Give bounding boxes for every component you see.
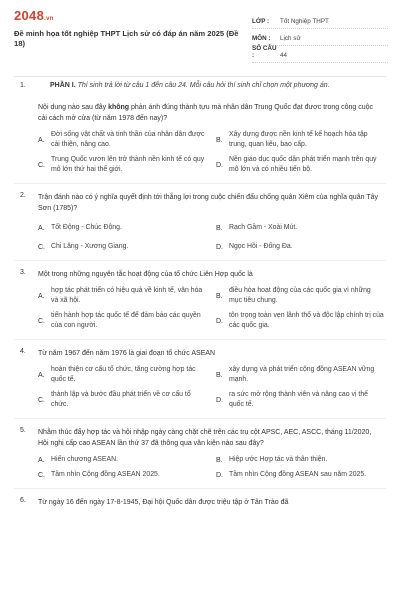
question-text: Một trong những nguyên tắc hoạt động của tổ chức Liên Hợp quốc là (38, 271, 253, 278)
option-c[interactable] (38, 470, 206, 480)
question-number: 6. (20, 497, 26, 504)
meta-value: 44 (280, 52, 288, 59)
option-c[interactable] (38, 311, 206, 331)
options (38, 130, 384, 175)
option-b[interactable] (216, 223, 384, 233)
option-text: Hiến chương ASEAN. (51, 456, 118, 463)
question-divider (14, 488, 386, 489)
question-divider (14, 339, 386, 340)
option-d[interactable] (216, 390, 384, 410)
part-heading (14, 82, 400, 96)
logo-tld: .vn (44, 16, 54, 22)
question-number: 3. (20, 269, 26, 276)
option-text: Xây dựng được nền kinh tế kế hoạch hóa tập trung, quan liêu, bao cấp. (229, 131, 368, 148)
option-d[interactable] (216, 470, 384, 480)
question-number: 4. (20, 348, 26, 355)
meta-value: Lịch sử (280, 35, 301, 42)
option-text: Tầm nhìn Cộng đồng ASEAN sau năm 2025. (229, 471, 367, 478)
option-letter: D. (216, 396, 223, 404)
question-3 (14, 269, 386, 331)
question-text-part: Nội dung nào sau đây (38, 104, 109, 111)
exam-meta (252, 12, 388, 63)
option-letter: C. (38, 243, 45, 251)
option-text: Đời sống vật chất và tinh thần của nhân dân được cải thiện, nâng cao. (51, 131, 205, 148)
option-letter: B. (216, 224, 223, 232)
option-c[interactable] (38, 242, 206, 252)
option-text: Chi Lăng - Xương Giang. (51, 243, 129, 250)
header-divider (14, 76, 386, 77)
option-d[interactable] (216, 155, 384, 175)
part-name: PHẦN I. (50, 82, 76, 89)
option-text: tiến hành hợp tác quốc tế để đảm bảo các quyền của con người. (51, 312, 201, 329)
option-d[interactable] (216, 242, 384, 252)
question-text: Từ ngày 16 đến ngày 17-8-1945, Đại hội Quốc dân được triệu tập ở Tân Trào đã (38, 499, 289, 506)
question-text: Trận đánh nào có ý nghĩa quyết định tới thắng lợi trong cuộc chiến đấu chống quân Xiêm của nghĩa quân Tây Sơn (1785)? (38, 194, 378, 212)
question-list (0, 82, 400, 508)
option-text: Rạch Gầm - Xoài Mút. (229, 224, 298, 231)
option-b[interactable] (216, 365, 384, 385)
option-letter: A. (38, 456, 45, 464)
option-b[interactable] (216, 286, 384, 306)
question-6 (14, 497, 386, 508)
option-text: Tốt Động - Chúc Động. (51, 224, 122, 231)
document-title: Đề minh họa tốt nghiệp THPT Lịch sử có đáp án năm 2025 (Đề 18) (14, 29, 239, 48)
option-text: Ngọc Hồi - Đống Đa. (229, 243, 293, 250)
question-4 (14, 348, 386, 410)
part-number: 1. (20, 82, 26, 89)
option-a[interactable] (38, 130, 206, 150)
meta-label: SỐ CÂU : (252, 45, 277, 59)
options (38, 286, 384, 331)
option-c[interactable] (38, 390, 206, 410)
option-text: ra sức mở rộng thành viên và nâng cao vị thế quốc tế. (229, 391, 368, 408)
option-letter: D. (216, 317, 223, 325)
option-b[interactable] (216, 455, 384, 465)
option-a[interactable] (38, 455, 206, 465)
site-logo[interactable] (14, 8, 54, 23)
option-letter: A. (38, 224, 45, 232)
option-letter: D. (216, 471, 223, 479)
question-text: Nhằm thúc đẩy hợp tác và hội nhập ngày càng chặt chẽ trên các trụ cột APSC, AEC, ASCC, tháng 11/2020, Hội nghị cấp cao ASEAN lần thứ 37 đã thông qua văn kiện nào sau đây? (38, 429, 372, 447)
question-text: Từ năm 1967 đến năm 1976 là giai đoạn tổ chức ASEAN (38, 350, 216, 357)
meta-row-count (252, 46, 388, 63)
part-instruction: Thí sinh trả lời từ câu 1 đến câu 24. Mỗi câu hỏi thí sinh chỉ chọn một phương án. (77, 82, 330, 89)
meta-value: Tốt Nghiệp THPT (280, 18, 329, 25)
options (38, 365, 384, 410)
option-text: Hiệp ước Hợp tác và thân thiện. (229, 456, 328, 463)
option-b[interactable] (216, 130, 384, 150)
option-letter: A. (38, 136, 45, 144)
option-a[interactable] (38, 365, 206, 385)
option-letter: D. (216, 243, 223, 251)
option-letter: A. (38, 371, 45, 379)
option-text: xây dựng và phát triển cộng đồng ASEAN vững mạnh. (229, 366, 375, 383)
option-letter: C. (38, 396, 45, 404)
option-a[interactable] (38, 223, 206, 233)
option-text: hợp tác phát triển có hiệu quả về kinh tế, văn hóa và xã hội. (51, 287, 203, 304)
option-a[interactable] (38, 286, 206, 306)
meta-label: MÔN : (252, 35, 271, 42)
question-text-part: phản ánh đúng thành tựu mà nhân dân Trung Quốc đạt được trong công cuộc cải cách mở cửa (từ năm 1978 đến nay)? (38, 104, 374, 122)
options (38, 223, 384, 252)
option-letter: B. (216, 136, 223, 144)
logo-text: 2048 (14, 8, 45, 23)
option-text: Trung Quốc vươn lên trở thành nền kinh tế có quy mô lớn thứ hai thế giới. (51, 156, 205, 173)
question-number: 2. (20, 192, 26, 199)
meta-row-class (252, 12, 388, 29)
option-letter: C. (38, 161, 45, 169)
option-letter: B. (216, 292, 223, 300)
question-divider (14, 260, 386, 261)
meta-label: LỚP : (252, 18, 270, 25)
question-text-emphasis: không (108, 104, 130, 111)
question-text (38, 102, 378, 124)
question-divider (14, 183, 386, 184)
option-d[interactable] (216, 311, 384, 331)
option-c[interactable] (38, 155, 206, 175)
part-text (50, 82, 390, 89)
option-text: điều hòa hoạt động của các quốc gia vì những mục tiêu chung. (229, 287, 371, 304)
question-divider (14, 418, 386, 419)
option-letter: B. (216, 371, 223, 379)
option-letter: A. (38, 292, 45, 300)
option-text: Tầm nhìn Cộng đồng ASEAN 2025. (51, 471, 160, 478)
question-5 (14, 427, 386, 480)
option-text: thành lập và bước đầu phát triển về cơ cấu tổ chức. (51, 391, 191, 408)
question-1 (14, 102, 386, 175)
option-letter: C. (38, 471, 45, 479)
meta-row-subject (252, 29, 388, 46)
option-letter: D. (216, 161, 223, 169)
option-letter: C. (38, 317, 45, 325)
option-text: hoàn thiện cơ cấu tổ chức, tăng cường hợp tác quốc tế. (51, 366, 196, 383)
options (38, 455, 384, 480)
question-number: 5. (20, 427, 26, 434)
question-2 (14, 192, 386, 252)
option-text: Nền giáo dục quốc dân phát triển mạnh trên quy mô lớn và có nhiều tiến bộ. (229, 156, 377, 173)
option-text: tôn trọng toàn vẹn lãnh thổ và độc lập chính trị của các quốc gia. (229, 312, 384, 329)
option-letter: B. (216, 456, 223, 464)
header (0, 0, 400, 64)
